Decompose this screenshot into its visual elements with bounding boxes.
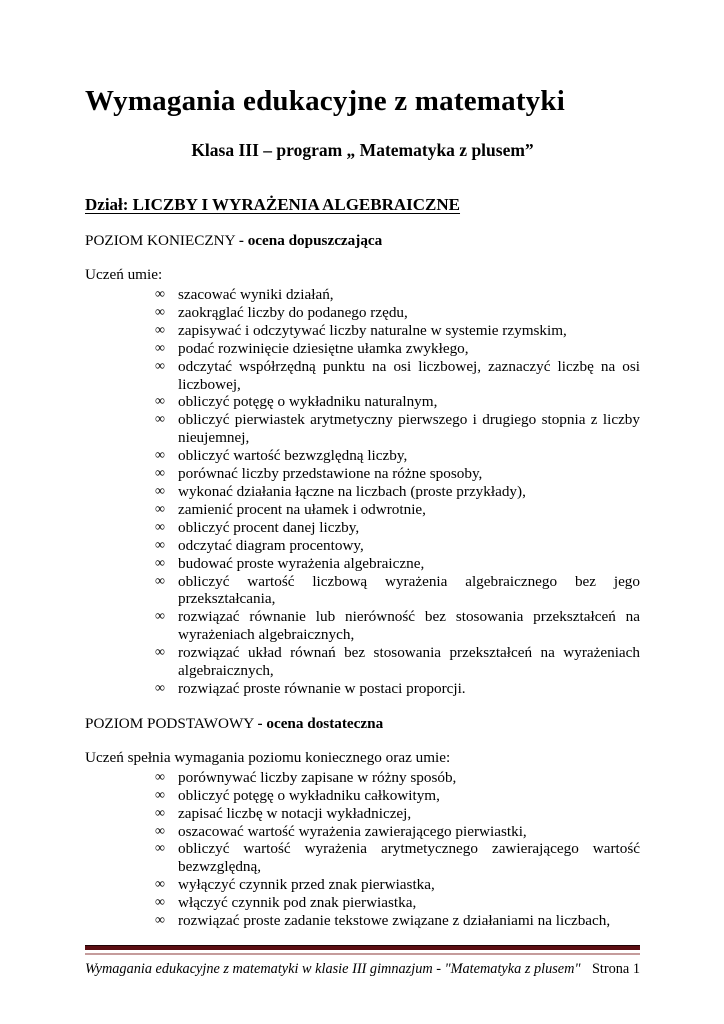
list-item-text: rozwiązać układ równań bez stosowania przekształceń na wyrażeniach algebraicznych, (178, 644, 640, 680)
list-item (85, 644, 640, 680)
list-item-text: wykonać działania łączne na liczbach (proste przykłady), (178, 482, 526, 500)
list-item (85, 358, 640, 394)
list-item-text: oszacować wartość wyrażenia zawierającego pierwiastki, (178, 822, 527, 840)
infinity-bullet-icon: ∞ (155, 573, 165, 589)
list-item (85, 840, 640, 876)
level-name: POZIOM KONIECZNY (85, 232, 236, 249)
list-intro: Uczeń spełnia wymagania poziomu koniecznego oraz umie: (85, 748, 451, 766)
infinity-bullet-icon: ∞ (155, 501, 165, 517)
list-item-text: zaokrąglać liczby do podanego rzędu, (178, 303, 408, 321)
infinity-bullet-icon: ∞ (155, 358, 165, 374)
infinity-bullet-icon: ∞ (155, 304, 165, 320)
list-item (85, 787, 640, 805)
infinity-bullet-icon: ∞ (155, 895, 165, 911)
list-item-text: podać rozwinięcie dziesiętne ułamka zwykłego, (178, 339, 469, 357)
infinity-bullet-icon: ∞ (155, 787, 165, 803)
list-item-text: zapisywać i odczytywać liczby naturalne w systemie rzymskim, (178, 321, 567, 339)
list-item-text: rozwiązać proste równanie w postaci proporcji. (178, 679, 466, 697)
list-item (85, 393, 640, 411)
footer-rule-light (85, 953, 640, 955)
list-item (85, 876, 640, 894)
list-item-text: rozwiązać proste zadanie tekstowe związane z działaniami na liczbach, (178, 912, 611, 930)
infinity-bullet-icon: ∞ (155, 609, 165, 625)
list-item-text: wyłączyć czynnik przed znak pierwiastka, (178, 876, 435, 894)
list-intro: Uczeń umie: (85, 266, 163, 283)
list-item-text: zapisać liczbę w notacji wykładniczej, (178, 804, 412, 822)
list-item (85, 769, 640, 787)
list-item (85, 286, 640, 304)
list-item-text: odczytać diagram procentowy, (178, 536, 364, 554)
infinity-bullet-icon: ∞ (155, 769, 165, 785)
infinity-bullet-icon: ∞ (155, 805, 165, 821)
infinity-bullet-icon: ∞ (155, 340, 165, 356)
infinity-bullet-icon: ∞ (155, 877, 165, 893)
infinity-bullet-icon: ∞ (155, 322, 165, 338)
infinity-bullet-icon: ∞ (155, 841, 165, 857)
level-heading (85, 231, 640, 250)
list-item (85, 823, 640, 841)
list-item-text: budować proste wyrażenia algebraiczne, (178, 554, 425, 572)
infinity-bullet-icon: ∞ (155, 913, 165, 929)
list-item (85, 519, 640, 537)
list-item-text: obliczyć potęgę o wykładniku całkowitym, (178, 786, 440, 804)
page-title: Wymagania edukacyjne z matematyki (85, 85, 565, 117)
infinity-bullet-icon: ∞ (155, 394, 165, 410)
list-item-text: obliczyć procent danej liczby, (178, 518, 360, 536)
level-heading (85, 714, 640, 733)
list-item-text: zamienić procent na ułamek i odwrotnie, (178, 500, 426, 518)
list-item (85, 573, 640, 609)
list-item (85, 322, 640, 340)
list-item-text: włączyć czynnik pod znak pierwiastka, (178, 894, 417, 912)
infinity-bullet-icon: ∞ (155, 412, 165, 428)
list-item (85, 537, 640, 555)
grade-name: - ocena dostateczna (257, 714, 384, 732)
list-item-text: obliczyć wartość liczbową wyrażenia algebraicznego bez jego przekształcania, (178, 572, 640, 608)
requirements-list (85, 769, 640, 930)
footer-rule-dark (85, 945, 640, 950)
infinity-bullet-icon: ∞ (155, 823, 165, 839)
infinity-bullet-icon: ∞ (155, 555, 165, 571)
list-item (85, 912, 640, 930)
page-footer (85, 945, 640, 978)
list-item-text: obliczyć wartość bezwzględną liczby, (178, 447, 408, 465)
list-item (85, 304, 640, 322)
infinity-bullet-icon: ∞ (155, 448, 165, 464)
list-item (85, 555, 640, 573)
section-poziom-podstawowy (85, 714, 640, 930)
list-item (85, 680, 640, 698)
list-item-text: obliczyć pierwiastek arytmetyczny pierwszego i drugiego stopnia z liczby nieujemnej, (178, 411, 640, 447)
level-name: POZIOM PODSTAWOWY (85, 714, 254, 732)
list-item-text: odczytać współrzędną punktu na osi liczbowej, zaznaczyć liczbę na osi liczbowej, (178, 357, 640, 393)
grade-name: - ocena dopuszczająca (238, 232, 383, 249)
infinity-bullet-icon: ∞ (155, 466, 165, 482)
list-item (85, 483, 640, 501)
page-subtitle: Klasa III – program „ Matematyka z plusem” (191, 140, 534, 160)
page-number: Strona 1 (591, 961, 640, 977)
list-item (85, 608, 640, 644)
list-item (85, 465, 640, 483)
infinity-bullet-icon: ∞ (155, 483, 165, 499)
infinity-bullet-icon: ∞ (155, 519, 165, 535)
list-item (85, 805, 640, 823)
infinity-bullet-icon: ∞ (155, 537, 165, 553)
list-item-text: porównać liczby przedstawione na różne sposoby, (178, 465, 483, 483)
requirements-list (85, 286, 640, 698)
list-item-text: szacować wyniki działań, (178, 286, 334, 303)
list-item (85, 340, 640, 358)
infinity-bullet-icon: ∞ (155, 287, 165, 302)
list-item-text: porównywać liczby zapisane w różny sposób, (178, 768, 457, 786)
list-item-text: rozwiązać równanie lub nierówność bez stosowania przekształceń na wyrażeniach algebraicznych, (178, 608, 640, 644)
section-heading: Dział: LICZBY I WYRAŻENIA ALGEBRAICZNE (85, 195, 461, 214)
list-item-text: obliczyć wartość wyrażenia arytmetycznego zawierającego wartość bezwzględną, (178, 840, 640, 876)
infinity-bullet-icon: ∞ (155, 680, 165, 696)
list-item (85, 501, 640, 519)
list-item (85, 447, 640, 465)
list-item-text: obliczyć potęgę o wykładniku naturalnym, (178, 393, 438, 411)
footer-text-row (85, 960, 640, 978)
infinity-bullet-icon: ∞ (155, 645, 165, 661)
section-poziom-konieczny (85, 231, 640, 698)
footer-document-title: Wymagania edukacyjne z matematyki w klasie III gimnazjum - "Matematyka z plusem" (85, 961, 581, 977)
list-item (85, 894, 640, 912)
list-item (85, 411, 640, 447)
